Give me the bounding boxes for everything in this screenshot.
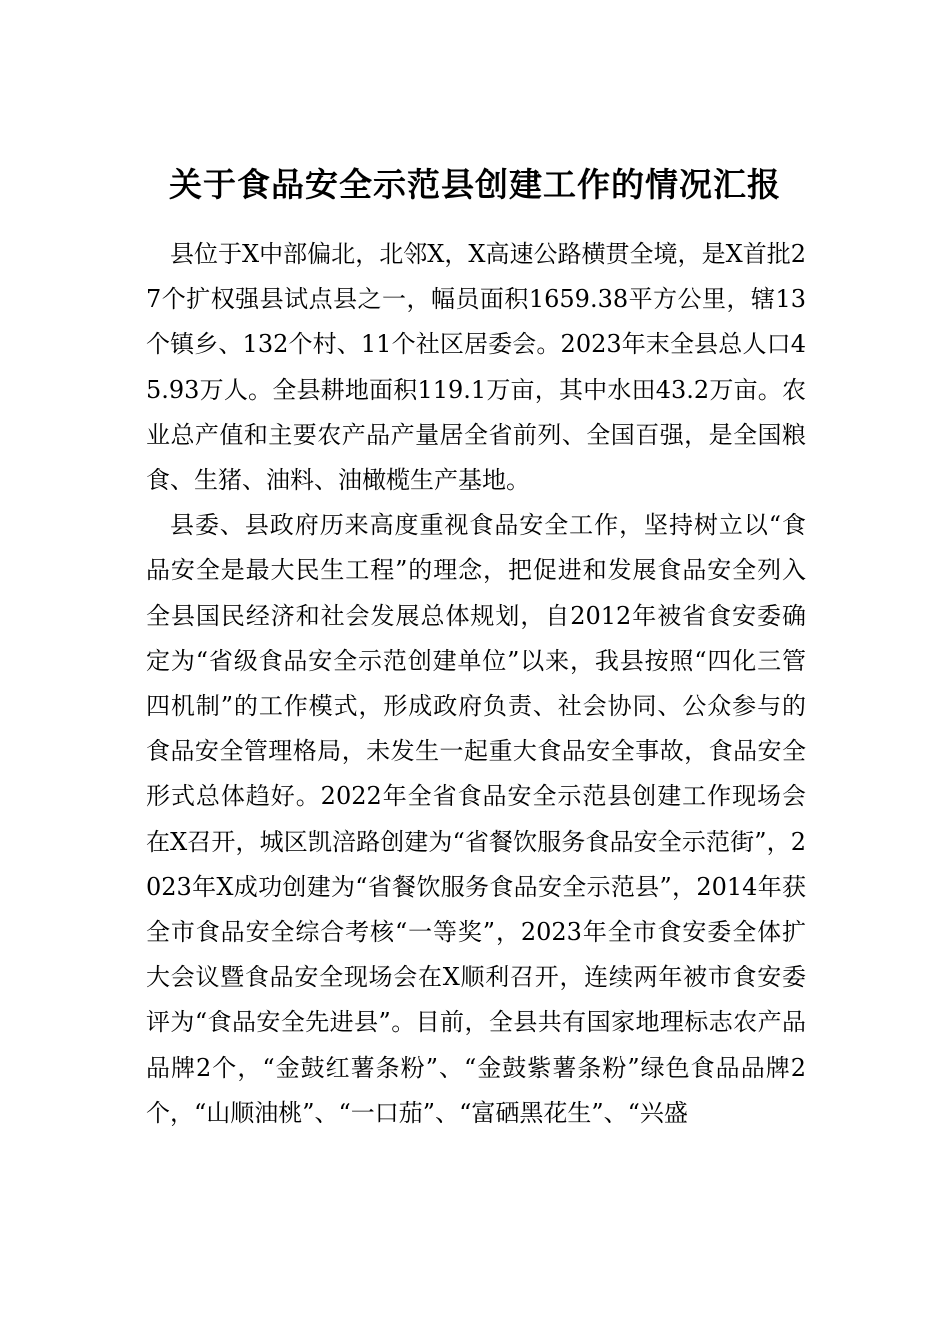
document-title: 关于食品安全示范县创建工作的情况汇报 [169, 165, 781, 204]
document-body [146, 232, 806, 1136]
paragraph-food-safety-work: 县委、县政府历来高度重视食品安全工作，坚持树立以“食品安全是最大民生工程”的理念，把促进和发展食品安全列入全县国民经济和社会发展总体规划，自2012年被省食安委确定为“省级食品安全示范创建单位”以来，我县按照“四化三管四机制”的工作模式，形成政府负责、社会协同、公众参与的食品安全管理格局，未发生一起重大食品安全事故，食品安全形式总体趋好。2022年全省食品安全示范县创建工作现场会在X召开，城区凯涪路创建为“省餐饮服务食品安全示范街”，2023年X成功创建为“省餐饮服务食品安全示范县”，2014年获全市食品安全综合考核“一等奖”，2023年全市食安委全体扩大会议暨食品安全现场会在X顺利召开，连续两年被市食安委评为“食品安全先进县”。目前，全县共有国家地理标志农产品品牌2个，“金鼓红薯条粉”、“金鼓紫薯条粉”绿色食品品牌2个，“山顺油桃”、“一口茄”、“富硒黑花生”、“兴盛 [146, 511, 806, 1127]
paragraph-county-overview: 县位于X中部偏北，北邻X，X高速公路横贯全境，是X首批27个扩权强县试点县之一，幅员面积1659.38平方公里，辖13个镇乡、132个村、11个社区居委会。2023年末全县总人口45.93万人。全县耕地面积119.1万亩，其中水田43.2万亩。农业总产值和主要农产品产量居全省前列、全国百强，是全国粮食、生猪、油料、油橄榄生产基地。 [146, 240, 806, 495]
